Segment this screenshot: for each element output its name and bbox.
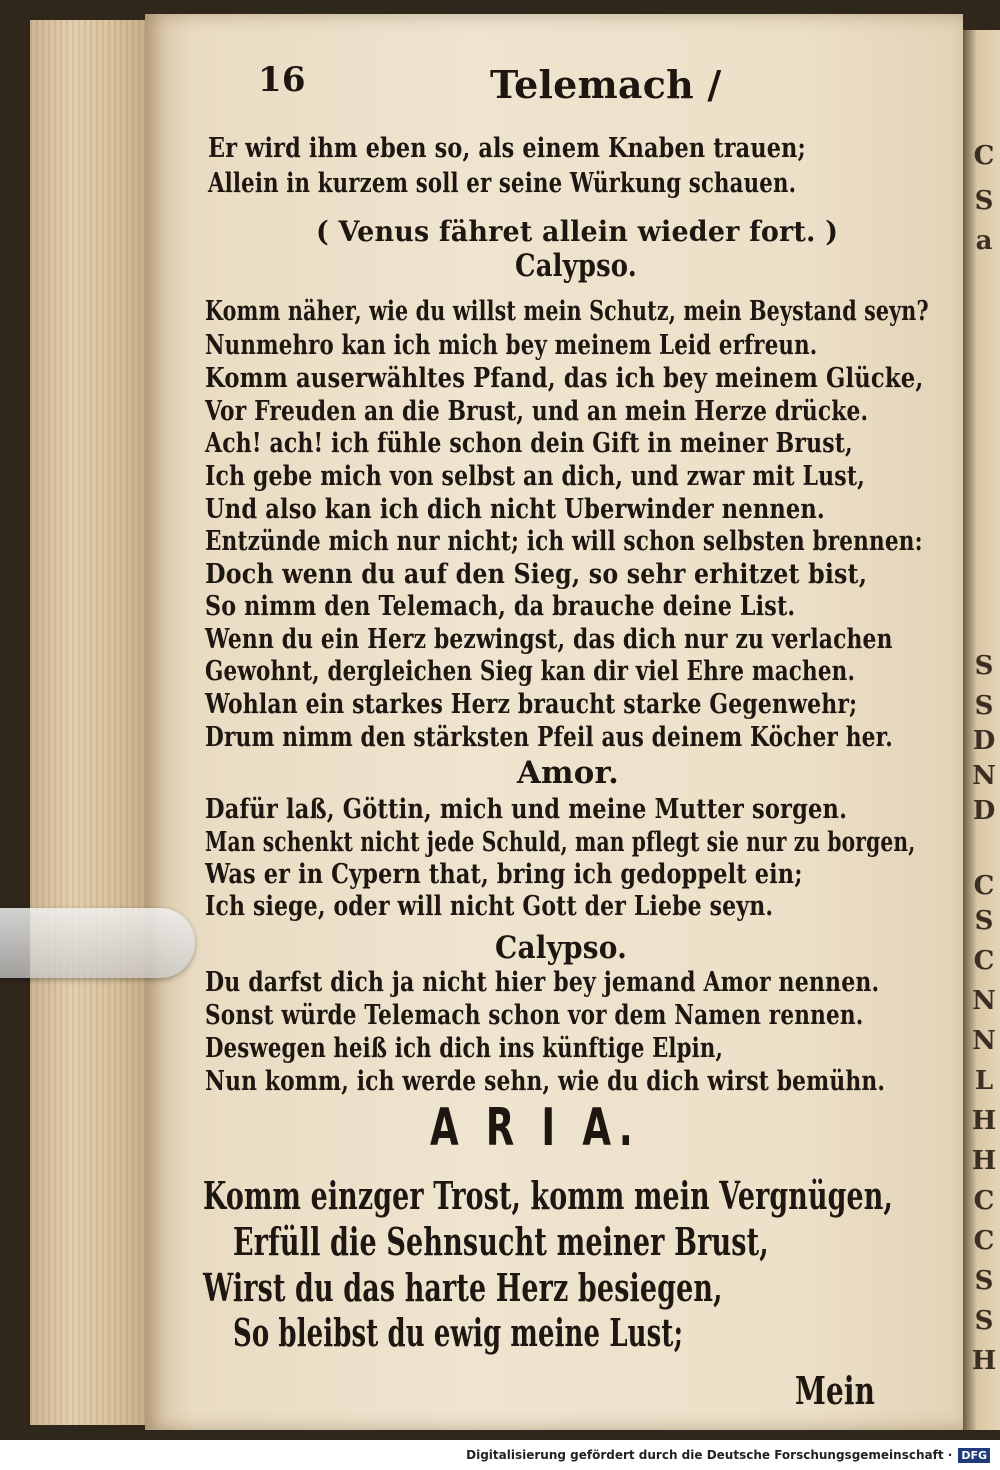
facing-page-glyph: S (974, 651, 994, 681)
text-line: Wohlan ein starkes Herz braucht starke Gegenwehr; (205, 689, 858, 720)
facing-page-glyph: N (972, 761, 996, 791)
text-line: Ich gebe mich von selbst an dich, und zwar mit Lust, (205, 461, 865, 492)
text-line: Komm auserwähltes Pfand, das ich bey meinem Glücke, (205, 363, 924, 394)
aria-heading: A R I A. (430, 1098, 640, 1158)
glass-page-weight (0, 908, 195, 978)
text-line: Er wird ihm eben so, als einem Knaben trauen; (208, 133, 806, 164)
facing-page-glyph: N (972, 1026, 996, 1056)
text-line: Mein (795, 1368, 875, 1413)
text-line: Vor Freuden an die Brust, und an mein Herze drücke. (205, 396, 869, 427)
text-line: Du darfst dich ja nicht hier bey jemand Amor nennen. (205, 967, 880, 998)
speaker-name: Calypso. (495, 930, 628, 966)
facing-page-glyph: S (974, 691, 994, 721)
text-line: Deswegen heiß ich dich ins künftige Elpin, (205, 1033, 724, 1064)
text-line: Ich siege, oder will nicht Gott der Liebe seyn. (205, 891, 774, 922)
facing-page-glyph: C (973, 1186, 995, 1216)
text-line: Dafür laß, Göttin, mich und meine Mutter sorgen. (205, 794, 848, 825)
facing-page-glyph: S (974, 1306, 994, 1336)
text-line: So nimm den Telemach, da brauche deine List. (205, 591, 796, 622)
text-line: Entzünde mich nur nicht; ich will schon selbsten brennen: (205, 526, 923, 557)
text-line: Allein in kurzem soll er seine Würkung schauen. (208, 168, 797, 199)
page-number: 16 (258, 60, 306, 100)
text-line: Und also kan ich dich nicht Uberwinder nennen. (205, 494, 825, 525)
facing-page-glyph: H (971, 1106, 997, 1136)
text-line: Nun komm, ich werde sehn, wie du dich wirst bemühn. (205, 1066, 886, 1097)
text-line: Doch wenn du auf den Sieg, so sehr erhitzet bist, (205, 559, 868, 590)
text-line: Wirst du das harte Herz besiegen, (203, 1265, 723, 1310)
text-line: Drum nimm den stärksten Pfeil aus deinem Köcher her. (205, 722, 893, 753)
facing-page-glyph: D (972, 796, 996, 826)
facing-page-glyph: a (975, 226, 993, 256)
facing-page-glyph: H (971, 1346, 997, 1376)
facing-page-glyph: S (974, 906, 994, 936)
footer-credit: Digitalisierung gefördert durch die Deutsche Forschungsgemeinschaft · (466, 1448, 953, 1462)
facing-page-glyph: S (974, 1266, 994, 1296)
text-line: Komm einzger Trost, komm mein Vergnügen, (203, 1173, 893, 1218)
speaker-name: Calypso. (515, 248, 637, 284)
facing-page-glyph: C (973, 141, 995, 171)
dfg-logo: DFG (958, 1448, 990, 1463)
text-line: Erfüll die Sehnsucht meiner Brust, (233, 1219, 769, 1264)
facing-page-glyph: S (974, 186, 994, 216)
facing-page-glyph: N (972, 986, 996, 1016)
text-line: Gewohnt, dergleichen Sieg kan dir viel Ehre machen. (205, 656, 856, 687)
text-line: Nunmehro kan ich mich bey meinem Leid erfreun. (205, 330, 818, 361)
stage-direction: ( Venus fähret allein wieder fort. ) (316, 215, 839, 248)
facing-page-glyph: C (973, 871, 995, 901)
facing-page-glyph: H (971, 1146, 997, 1176)
text-line: Sonst würde Telemach schon vor dem Namen rennen. (205, 1000, 864, 1031)
facing-page-glyph: L (974, 1066, 994, 1096)
running-title: Telemach / (490, 62, 722, 107)
facing-page-glyph: C (973, 1226, 995, 1256)
text-line: Komm näher, wie du willst mein Schutz, mein Beystand seyn? (205, 296, 929, 327)
text-line: So bleibst du ewig meine Lust; (233, 1310, 684, 1355)
facing-page-glyph: C (973, 946, 995, 976)
text-line: Ach! ach! ich fühle schon dein Gift in meiner Brust, (205, 428, 853, 459)
text-line: Was er in Cypern that, bring ich gedoppelt ein; (205, 859, 803, 890)
text-line: Man schenkt nicht jede Schuld, man pflegt sie nur zu borgen, (205, 827, 916, 858)
facing-page-glyph: D (972, 726, 996, 756)
text-line: Wenn du ein Herz bezwingst, das dich nur zu verlachen (205, 624, 893, 655)
speaker-name: Amor. (517, 755, 619, 791)
footer-bar (0, 1440, 1000, 1470)
